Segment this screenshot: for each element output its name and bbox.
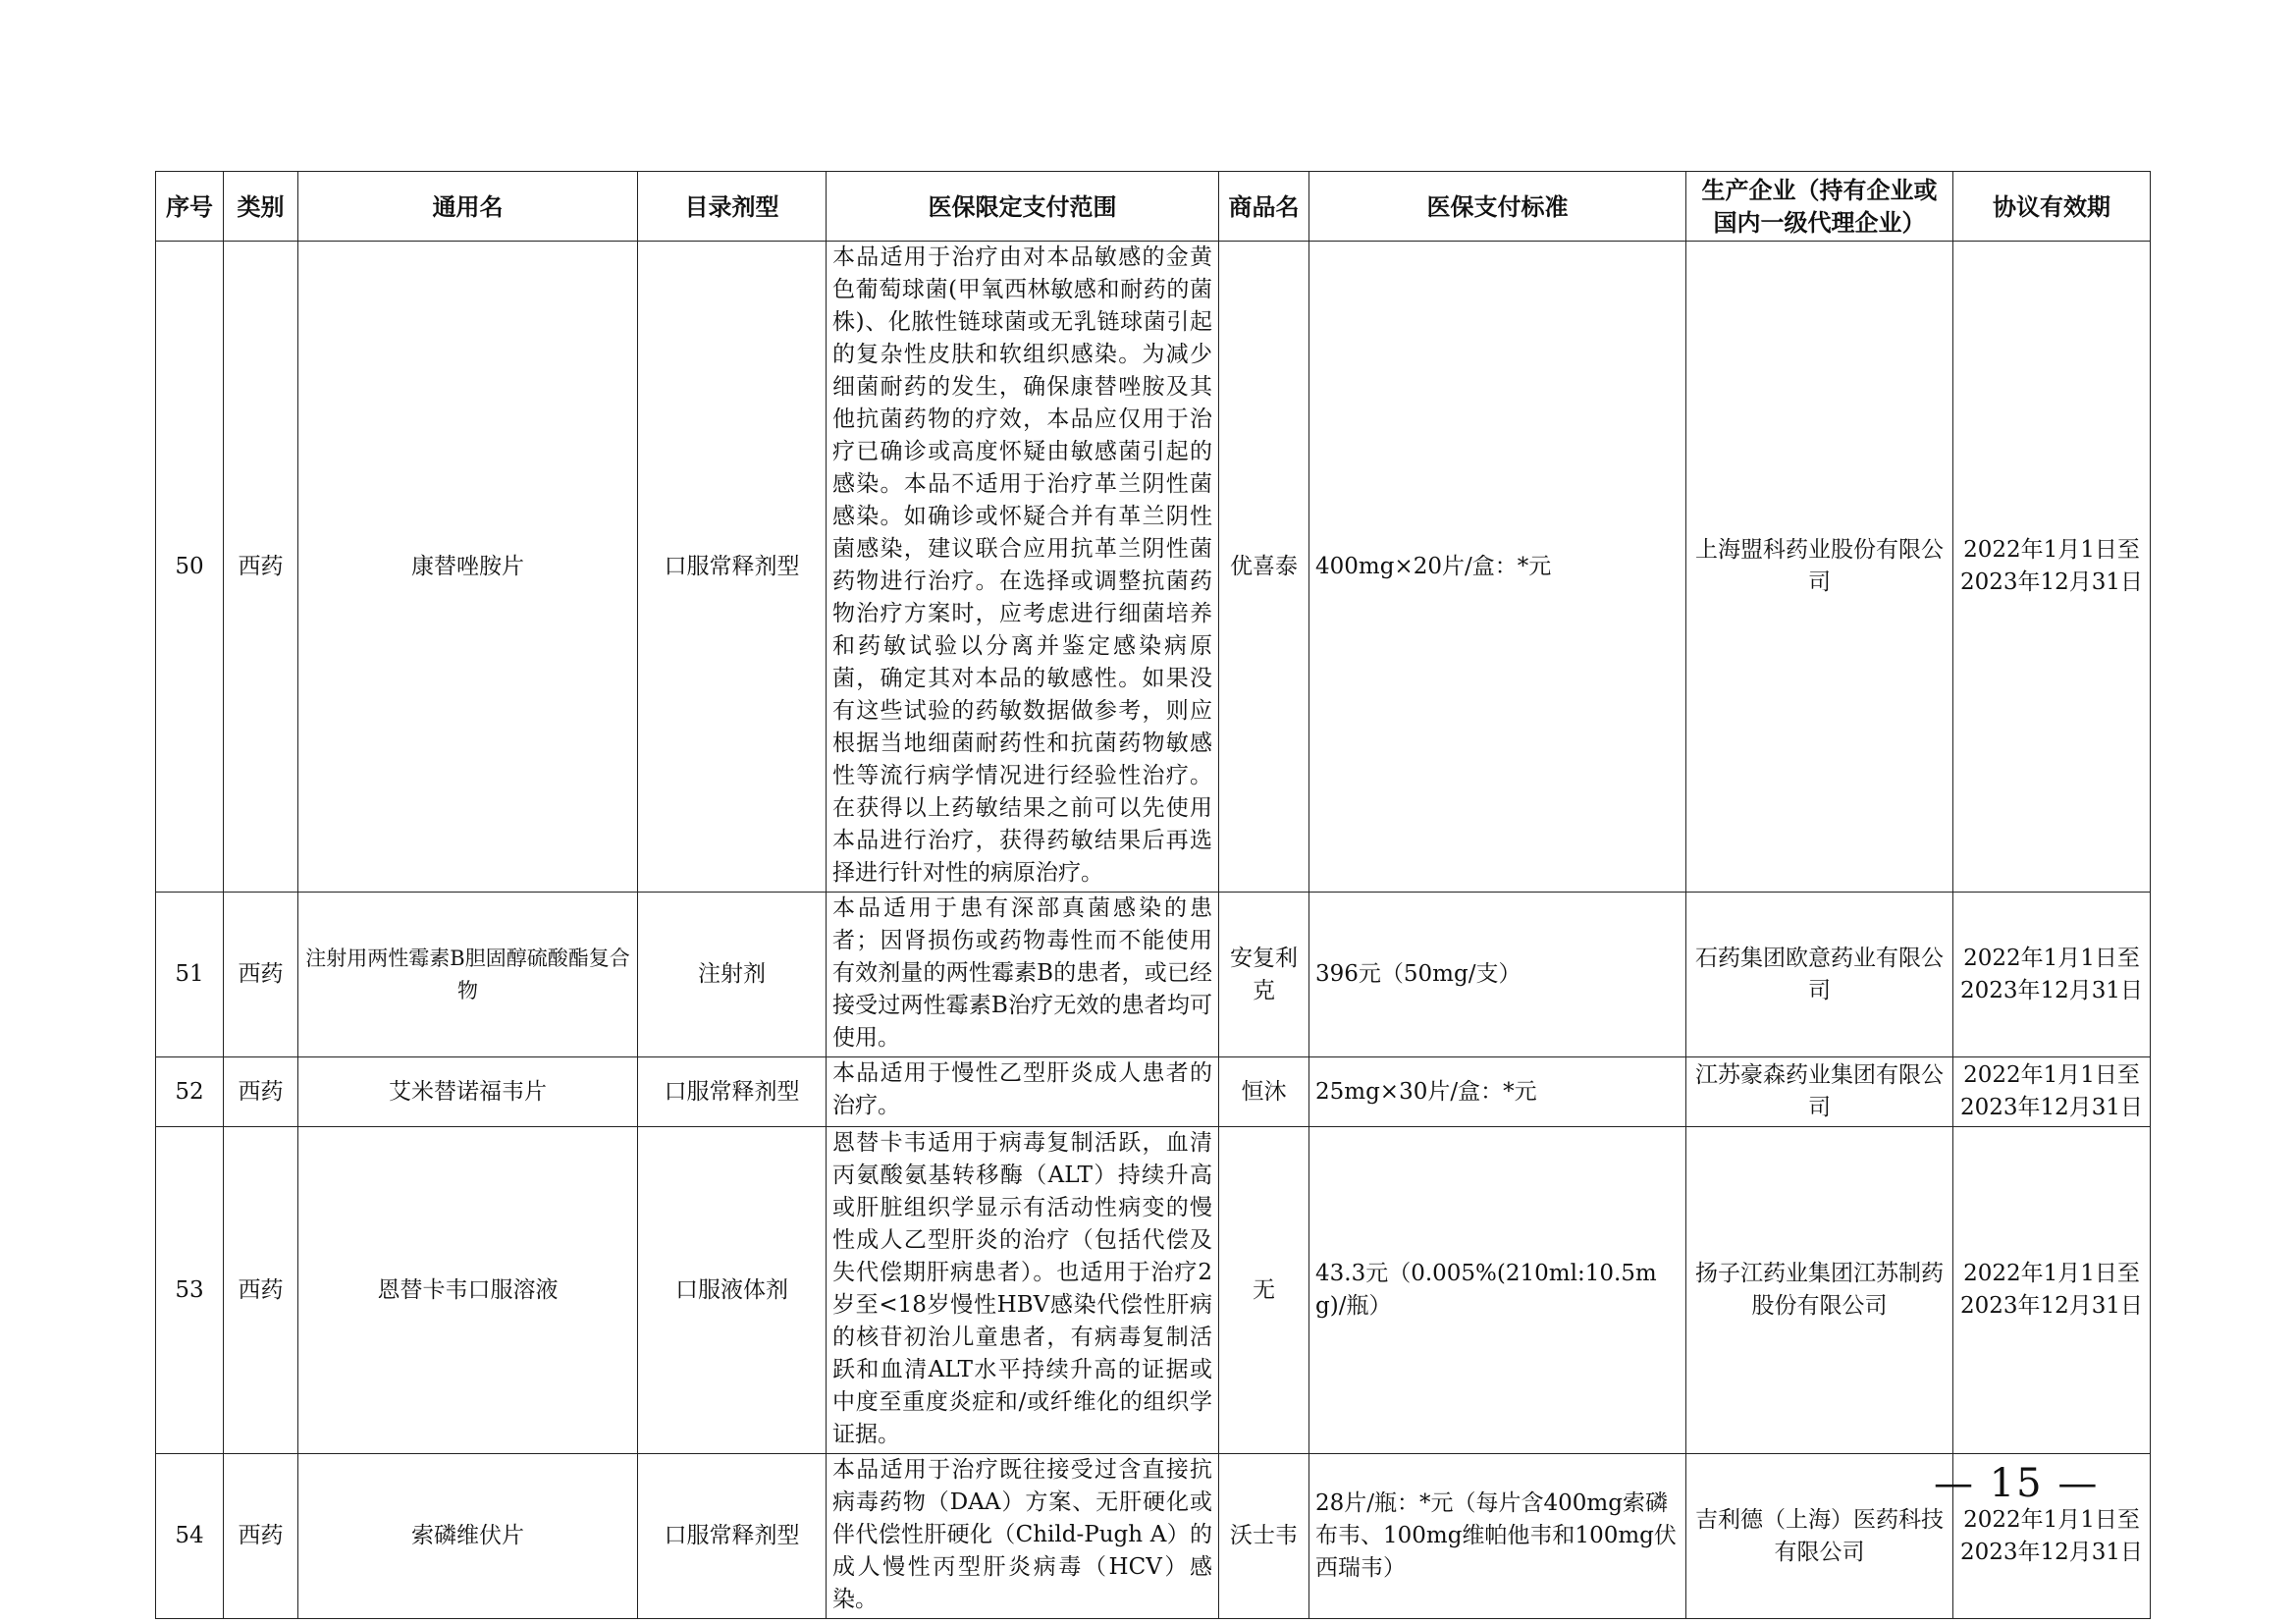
header-manufacturer: 生产企业（持有企业或国内一级代理企业） [1686,172,1953,242]
cell-category: 西药 [224,1127,298,1454]
header-scope: 医保限定支付范围 [827,172,1219,242]
cell-validity: 2022年1月1日至2023年12月31日 [1953,1057,2151,1127]
header-payment-standard: 医保支付标准 [1309,172,1686,242]
table-row [156,1454,2151,1619]
cell-validity: 2022年1月1日至2023年12月31日 [1953,1127,2151,1454]
table-row [156,1057,2151,1127]
header-seq: 序号 [156,172,224,242]
cell-dosage-form: 口服常释剂型 [638,242,827,893]
cell-brand: 无 [1219,1127,1309,1454]
drug-table [155,171,2151,1619]
cell-manufacturer: 上海盟科药业股份有限公司 [1686,242,1953,893]
header-dosage-form: 目录剂型 [638,172,827,242]
table-row [156,242,2151,893]
cell-scope: 本品适用于治疗既往接受过含直接抗病毒药物（DAA）方案、无肝硬化或伴代偿性肝硬化（Child-Pugh A）的成人慢性丙型肝炎病毒（HCV）感染。 [827,1454,1219,1619]
cell-generic-name: 艾米替诺福韦片 [298,1057,638,1127]
cell-brand: 安复利克 [1219,893,1309,1057]
cell-dosage-form: 口服常释剂型 [638,1454,827,1619]
cell-payment-standard: 25mg×30片/盒：*元 [1309,1057,1686,1127]
cell-manufacturer: 吉利德（上海）医药科技有限公司 [1686,1454,1953,1619]
cell-brand: 恒沐 [1219,1057,1309,1127]
header-category: 类别 [224,172,298,242]
page-number: — 15 — [1934,1461,2100,1506]
header-generic-name: 通用名 [298,172,638,242]
cell-payment-standard: 43.3元（0.005%(210ml:10.5mg)/瓶） [1309,1127,1686,1454]
cell-generic-name: 康替唑胺片 [298,242,638,893]
cell-seq: 52 [156,1057,224,1127]
cell-scope: 恩替卡韦适用于病毒复制活跃，血清丙氨酸氨基转移酶（ALT）持续升高或肝脏组织学显示有活动性病变的慢性成人乙型肝炎的治疗（包括代偿及失代偿期肝病患者）。也适用于治疗2岁至<18岁慢性HBV感染代偿性肝病的核苷初治儿童患者，有病毒复制活跃和血清ALT水平持续升高的证据或中度至重度炎症和/或纤维化的组织学证据。 [827,1127,1219,1454]
cell-seq: 51 [156,893,224,1057]
cell-manufacturer: 石药集团欧意药业有限公司 [1686,893,1953,1057]
cell-generic-name: 恩替卡韦口服溶液 [298,1127,638,1454]
cell-dosage-form: 口服常释剂型 [638,1057,827,1127]
cell-category: 西药 [224,1057,298,1127]
cell-generic-name: 注射用两性霉素B胆固醇硫酸酯复合物 [298,893,638,1057]
cell-payment-standard: 28片/瓶：*元（每片含400mg索磷布韦、100mg维帕他韦和100mg伏西瑞韦） [1309,1454,1686,1619]
cell-category: 西药 [224,893,298,1057]
cell-seq: 54 [156,1454,224,1619]
cell-brand: 沃士韦 [1219,1454,1309,1619]
cell-seq: 50 [156,242,224,893]
cell-category: 西药 [224,1454,298,1619]
cell-seq: 53 [156,1127,224,1454]
cell-payment-standard: 400mg×20片/盒：*元 [1309,242,1686,893]
cell-dosage-form: 注射剂 [638,893,827,1057]
header-brand: 商品名 [1219,172,1309,242]
cell-validity: 2022年1月1日至2023年12月31日 [1953,893,2151,1057]
cell-dosage-form: 口服液体剂 [638,1127,827,1454]
cell-brand: 优喜泰 [1219,242,1309,893]
cell-validity: 2022年1月1日至2023年12月31日 [1953,1454,2151,1619]
cell-scope: 本品适用于患有深部真菌感染的患者；因肾损伤或药物毒性而不能使用有效剂量的两性霉素B的患者，或已经接受过两性霉素B治疗无效的患者均可使用。 [827,893,1219,1057]
cell-generic-name: 索磷维伏片 [298,1454,638,1619]
header-validity: 协议有效期 [1953,172,2151,242]
cell-scope: 本品适用于慢性乙型肝炎成人患者的治疗。 [827,1057,1219,1127]
cell-manufacturer: 扬子江药业集团江苏制药股份有限公司 [1686,1127,1953,1454]
cell-manufacturer: 江苏豪森药业集团有限公司 [1686,1057,1953,1127]
table-row [156,1127,2151,1454]
header-row [156,172,2151,242]
table-row [156,893,2151,1057]
cell-validity: 2022年1月1日至2023年12月31日 [1953,242,2151,893]
cell-scope: 本品适用于治疗由对本品敏感的金黄色葡萄球菌(甲氧西林敏感和耐药的菌株)、化脓性链球菌或无乳链球菌引起的复杂性皮肤和软组织感染。为减少细菌耐药的发生，确保康替唑胺及其他抗菌药物的疗效，本品应仅用于治疗已确诊或高度怀疑由敏感菌引起的感染。本品不适用于治疗革兰阴性菌感染。如确诊或怀疑合并有革兰阴性菌感染，建议联合应用抗革兰阴性菌药物进行治疗。在选择或调整抗菌药物治疗方案时，应考虑进行细菌培养和药敏试验以分离并鉴定感染病原菌，确定其对本品的敏感性。如果没有这些试验的药敏数据做参考，则应根据当地细菌耐药性和抗菌药物敏感性等流行病学情况进行经验性治疗。在获得以上药敏结果之前可以先使用本品进行治疗，获得药敏结果后再选择进行针对性的病原治疗。 [827,242,1219,893]
cell-category: 西药 [224,242,298,893]
cell-payment-standard: 396元（50mg/支） [1309,893,1686,1057]
